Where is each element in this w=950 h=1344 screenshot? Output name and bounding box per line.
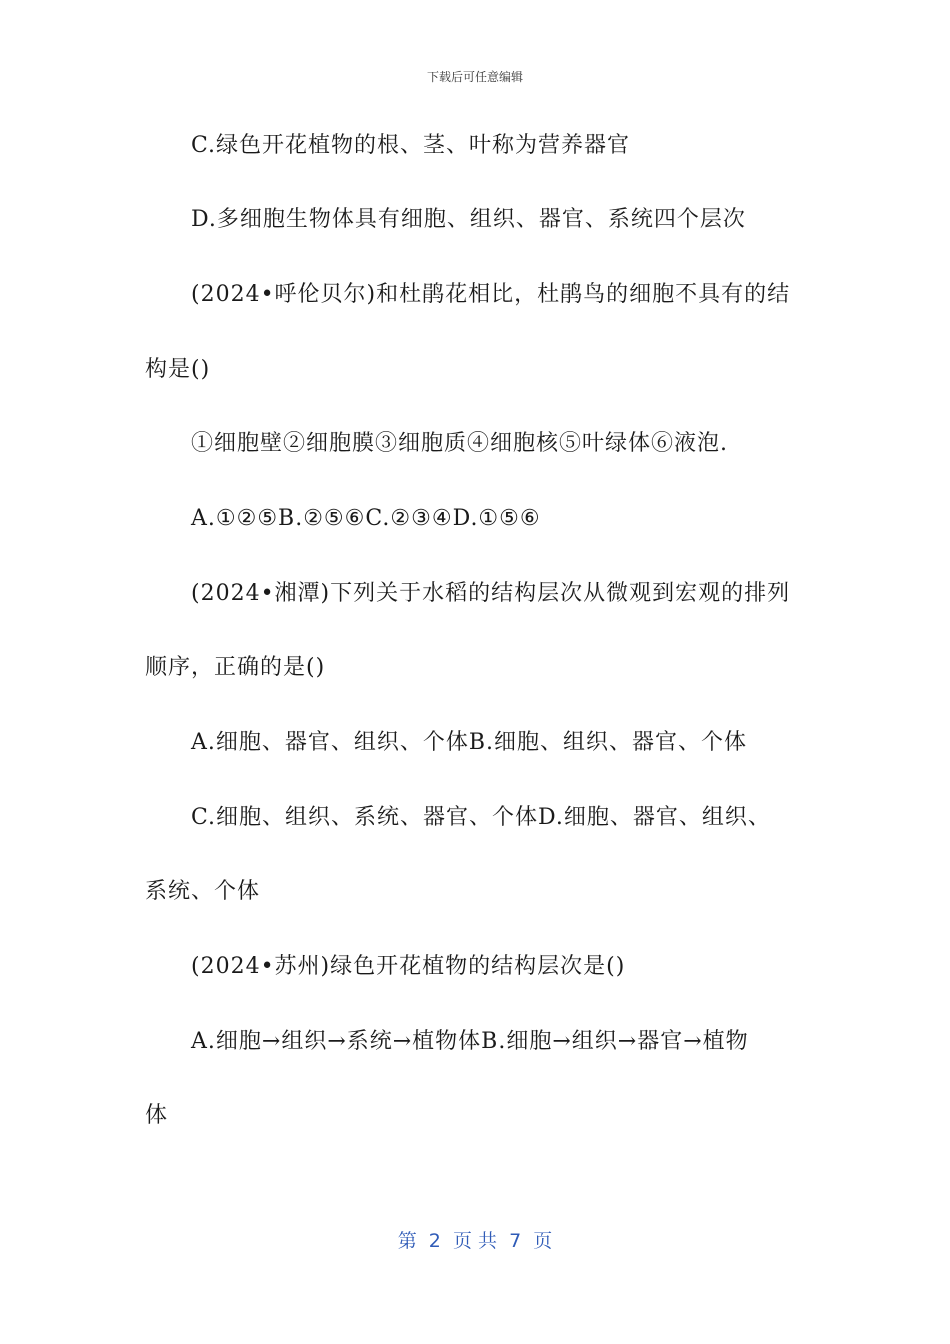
question-1-continuation: 构是() — [145, 357, 211, 382]
question-3-line: (2024•苏州)绿色开花植物的结构层次是() — [191, 954, 626, 979]
option-d-line: D.多细胞生物体具有细胞、组织、器官、系统四个层次 — [191, 207, 746, 232]
question-1-options: A.①②⑤B.②⑤⑥C.②③④D.①⑤⑥ — [191, 506, 541, 531]
question-2-options-continuation: 系统、个体 — [145, 879, 261, 904]
option-c-line: C.绿色开花植物的根、茎、叶称为营养器官 — [191, 133, 631, 158]
question-2-line: (2024•湘潭)下列关于水稻的结构层次从微观到宏观的排列 — [191, 581, 791, 606]
page-header: 下载后可任意编辑 — [426, 70, 523, 84]
page-number-footer: 第 2 页 共 7 页 — [397, 1230, 553, 1252]
question-3-options: A.细胞→组织→系统→植物体B.细胞→组织→器官→植物 — [191, 1029, 749, 1054]
question-1-choices: ①细胞壁②细胞膜③细胞质④细胞核⑤叶绿体⑥液泡. — [191, 431, 728, 456]
question-3-options-continuation: 体 — [145, 1103, 169, 1128]
question-2-continuation: 顺序，正确的是() — [145, 655, 326, 680]
question-1-line: (2024•呼伦贝尔)和杜鹃花相比，杜鹃鸟的细胞不具有的结 — [191, 282, 791, 307]
question-2-options-ab: A.细胞、器官、组织、个体B.细胞、组织、器官、个体 — [191, 730, 748, 755]
question-2-options-cd: C.细胞、组织、系统、器官、个体D.细胞、器官、组织、 — [191, 805, 771, 830]
